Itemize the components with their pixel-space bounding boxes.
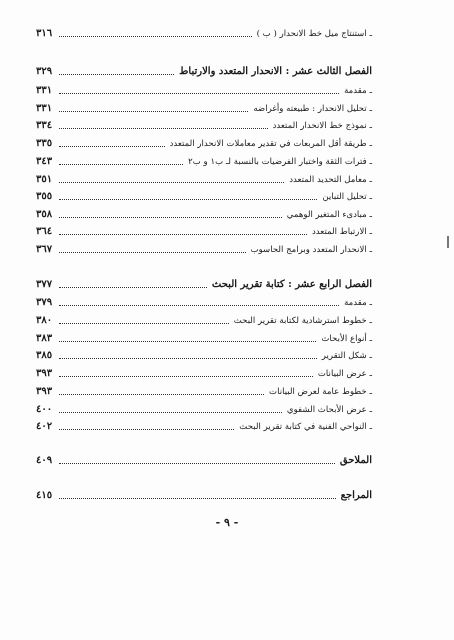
- dot-leader: [59, 498, 336, 499]
- dot-leader: [59, 252, 246, 253]
- dot-leader: [59, 182, 284, 183]
- entry-page-number: ٣٦٤: [36, 226, 53, 237]
- dot-leader: [59, 93, 339, 94]
- entry-page-number: ٣١٦: [36, 28, 53, 39]
- dot-leader: [59, 199, 317, 200]
- dot-leader: [59, 358, 317, 359]
- toc-entry: [36, 172, 372, 186]
- dot-leader: [59, 164, 183, 165]
- entry-title: ـ استنتاج ميل خط الانحدار ( ب ): [256, 29, 372, 39]
- entry-title: ـ الانحدار المتعدد وبرامج الحاسوب: [250, 245, 372, 255]
- entry-title: ـ تحليل الانحدار : طبيعته وأغراضه: [253, 104, 372, 114]
- entry-title: ـ طريقة أقل المربعات في تقدير معاملات الانحدار المتعدد: [169, 139, 372, 149]
- entry-title: ـ الارتباط المتعدد: [311, 227, 372, 237]
- chapter-title: الفصل الرابع عشر : كتابة تقرير البحث: [211, 279, 372, 290]
- entry-title: ـ خطوط استرشادية لكتابة تقرير البحث: [233, 316, 372, 326]
- entry-page-number: ٣٦٧: [36, 244, 53, 255]
- entry-title: ـ مقدمة: [344, 86, 372, 96]
- entry-page-number: ٣٥١: [36, 174, 53, 185]
- toc-entry: [36, 295, 372, 309]
- entry-page-number: ٣٧٩: [36, 297, 53, 308]
- toc-chapter: [36, 277, 372, 291]
- toc-chapter: [36, 64, 372, 78]
- entry-title: ـ مقدمة: [344, 298, 372, 308]
- toc-entry: [36, 419, 372, 433]
- dot-leader: [59, 376, 313, 377]
- entry-title: ـ معامل التحديد المتعدد: [289, 175, 372, 185]
- entry-page-number: ٣٤٣: [36, 156, 53, 167]
- entry-title: ـ نموذج خط الانحدار المتعدد: [272, 121, 372, 131]
- toc-entry: [36, 224, 372, 238]
- entry-page-number: ٣٧٧: [36, 279, 53, 290]
- entry-title: ـ أنواع الأبحاث: [321, 334, 372, 344]
- toc-chapter: [36, 453, 372, 467]
- dot-leader: [59, 111, 248, 112]
- toc-entry: [36, 331, 372, 345]
- dot-leader: [59, 36, 252, 37]
- toc-entry: [36, 189, 372, 203]
- dot-leader: [59, 128, 268, 129]
- margin-mark: [447, 236, 449, 248]
- entry-page-number: ٣٩٣: [36, 368, 53, 379]
- entry-page-number: ٣٣٤: [36, 120, 53, 131]
- dot-leader: [59, 146, 165, 147]
- dot-leader: [59, 305, 339, 306]
- chapter-title: الملاحق: [339, 455, 372, 466]
- dot-leader: [59, 463, 335, 464]
- entry-page-number: ٣٩٣: [36, 386, 53, 397]
- toc-entry: [36, 101, 372, 115]
- toc-entry: [36, 402, 372, 416]
- entry-title: ـ مبادىء المتغير الوهمي: [286, 210, 372, 220]
- toc-entry: [36, 366, 372, 380]
- entry-page-number: ٤٠٠: [36, 404, 53, 415]
- page-number-footer: - ٩ -: [215, 516, 239, 529]
- entry-page-number: ٤١٥: [36, 490, 53, 501]
- dot-leader: [59, 429, 234, 430]
- toc-entry: [36, 118, 372, 132]
- entry-page-number: ٣٢٩: [36, 66, 53, 77]
- toc-entry: [36, 313, 372, 327]
- dot-leader: [59, 217, 282, 218]
- entry-page-number: ٣٣٥: [36, 138, 53, 149]
- chapter-title: الفصل الثالث عشر : الانحدار المتعدد والارتباط: [179, 66, 372, 77]
- entry-page-number: ٣٥٨: [36, 209, 53, 220]
- toc-entry: [36, 242, 372, 256]
- toc-entry: [36, 348, 372, 362]
- entry-title: ـ خطوط عامة لعرض البيانات: [269, 387, 372, 397]
- entry-title: ـ تحليل التباين: [322, 192, 372, 202]
- entry-title: ـ فترات الثقة واختبار الفرضيات بالنسبة لـ ب١ و ب٢: [188, 157, 372, 167]
- dot-leader: [59, 323, 229, 324]
- dot-leader: [59, 74, 174, 75]
- chapter-title: المراجع: [340, 490, 372, 501]
- dot-leader: [59, 234, 307, 235]
- entry-title: ـ النواحي الفنية في كتابة تقرير البحث: [239, 422, 372, 432]
- toc-entry: [36, 384, 372, 398]
- toc-entry: [36, 136, 372, 150]
- dot-leader: [59, 341, 316, 342]
- entry-title: ـ عرض البيانات: [317, 369, 372, 379]
- toc-chapter: [36, 488, 372, 502]
- toc-entry: [36, 154, 372, 168]
- dot-leader: [59, 287, 207, 288]
- toc-entry: [36, 83, 372, 97]
- entry-title: ـ شكل التقرير: [321, 351, 372, 361]
- entry-page-number: ٤٠٢: [36, 421, 53, 432]
- entry-page-number: ٣٣١: [36, 103, 53, 114]
- toc-entry: [36, 207, 372, 221]
- entry-page-number: ٣٨٥: [36, 350, 53, 361]
- dot-leader: [59, 412, 282, 413]
- entry-page-number: ٣٥٥: [36, 191, 53, 202]
- toc-entry: [36, 26, 372, 40]
- entry-page-number: ٣٣١: [36, 85, 53, 96]
- entry-page-number: ٤٠٩: [36, 455, 53, 466]
- entry-title: ـ عرض الأبحاث الشفوي: [286, 405, 372, 415]
- entry-page-number: ٣٨٣: [36, 333, 53, 344]
- dot-leader: [59, 394, 264, 395]
- entry-page-number: ٣٨٠: [36, 315, 53, 326]
